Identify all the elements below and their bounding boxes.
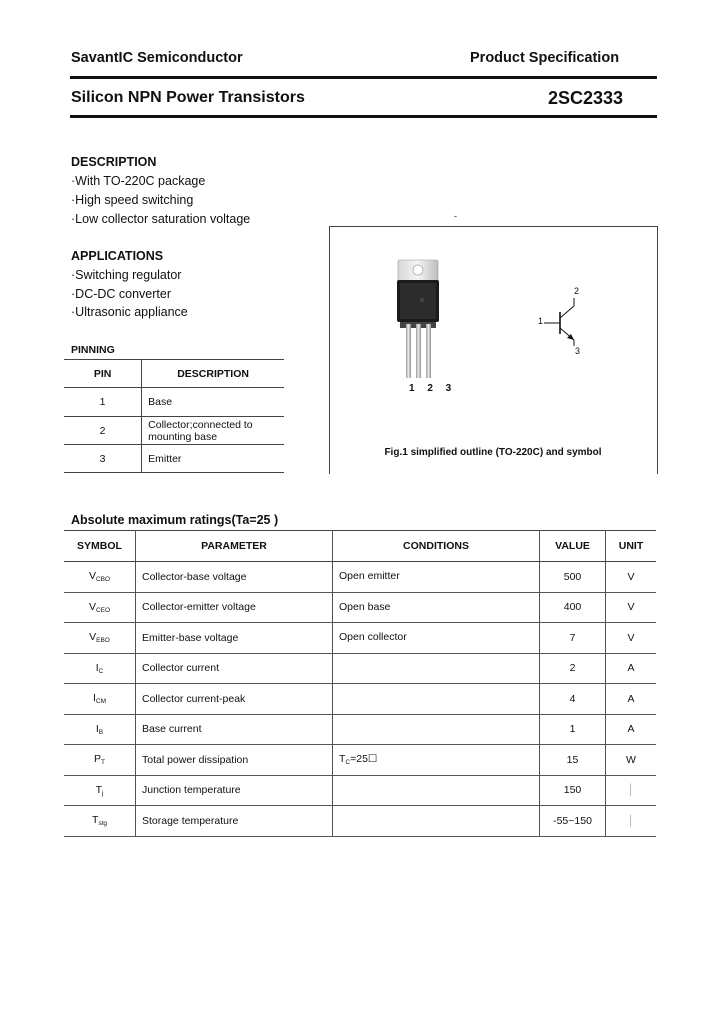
table-row — [64, 806, 656, 837]
rating-symbol-main: P — [94, 753, 102, 766]
rating-symbol-subscript: CEO — [95, 606, 111, 614]
rating-unit: V — [606, 562, 657, 593]
symbol-label-collector: 2 — [574, 286, 580, 296]
pinning-heading: PINNING — [71, 344, 115, 356]
rating-symbol-subscript: stg — [98, 820, 108, 828]
table-row — [64, 445, 284, 473]
package-pin-labels: 1 2 3 — [409, 383, 457, 394]
rating-unit: W — [606, 745, 657, 776]
rating-condition-text: Open collector — [339, 631, 407, 644]
rating-unit: A — [606, 714, 657, 745]
pin-description: Base — [142, 388, 284, 417]
table-row — [64, 623, 656, 654]
rating-unit: │ — [606, 806, 657, 837]
rating-condition-tail: =25☐ — [350, 753, 378, 766]
rating-symbol-subscript: CBO — [95, 576, 111, 584]
rating-condition-text: T — [339, 753, 346, 766]
header-rule-top — [70, 76, 657, 79]
to220-package-image — [390, 258, 450, 380]
rating-symbol-main: V — [89, 631, 97, 644]
rating-condition — [333, 592, 540, 623]
rating-symbol-main: T — [91, 814, 99, 827]
description-item: ·Low collector saturation voltage — [71, 212, 251, 226]
symbol-label-emitter: 3 — [575, 346, 581, 356]
spec-label: Product Specification — [470, 50, 620, 66]
applications-heading: APPLICATIONS — [71, 249, 164, 263]
pin-description: Collector;connected to mounting base — [142, 417, 284, 445]
rating-symbol-subscript: T — [101, 759, 105, 767]
rating-symbol-main: I — [95, 661, 99, 674]
table-row — [64, 653, 656, 684]
rating-parameter: Collector-emitter voltage — [136, 592, 333, 623]
table-row — [64, 684, 656, 715]
rating-condition — [333, 562, 540, 593]
product-title: Silicon NPN Power Transistors — [71, 89, 305, 106]
rating-unit: A — [606, 653, 657, 684]
unit-column-header: UNIT — [606, 531, 657, 562]
description-item: ·With TO-220C package — [71, 174, 206, 188]
application-item: ·Switching regulator — [71, 268, 182, 282]
rating-condition-subscript: C — [345, 759, 351, 767]
rating-parameter: Base current — [136, 714, 333, 745]
pin-description: Emitter — [142, 445, 284, 473]
rating-symbol — [64, 592, 136, 623]
figure-box — [329, 226, 658, 474]
rating-value: 2 — [540, 653, 606, 684]
ratings-table — [64, 530, 656, 837]
ratings-title: Absolute maximum ratings(Ta=25 ) — [71, 513, 279, 527]
company-name: SavantIC Semiconductor — [71, 50, 243, 66]
rating-value: 500 — [540, 562, 606, 593]
ratings-header-row — [64, 531, 656, 562]
rating-symbol-subscript: EBO — [96, 637, 110, 645]
pin-number: 3 — [64, 445, 142, 473]
rating-symbol — [64, 806, 136, 837]
rating-unit: │ — [606, 775, 657, 806]
rating-symbol — [64, 623, 136, 654]
header-rule-bottom — [70, 115, 657, 118]
conditions-column-header: CONDITIONS — [333, 531, 540, 562]
rating-value: 7 — [540, 623, 606, 654]
application-item: ·DC-DC converter — [71, 287, 172, 301]
rating-value: 400 — [540, 592, 606, 623]
rating-parameter: Emitter-base voltage — [136, 623, 333, 654]
rating-condition — [333, 775, 540, 806]
pinning-header-row — [64, 360, 284, 388]
rating-condition — [333, 714, 540, 745]
rating-symbol-main: V — [88, 570, 96, 583]
symbol-label-base: 1 — [538, 316, 544, 326]
rating-value: 15 — [540, 745, 606, 776]
rating-unit: V — [606, 592, 657, 623]
rating-unit: A — [606, 684, 657, 715]
parameter-column-header: PARAMETER — [136, 531, 333, 562]
rating-symbol-main: I — [95, 722, 99, 735]
rating-parameter: Collector-base voltage — [136, 562, 333, 593]
pin-number: 2 — [64, 417, 142, 445]
rating-symbol-subscript: j — [101, 789, 104, 797]
rating-unit: V — [606, 623, 657, 654]
table-row — [64, 388, 284, 417]
rating-parameter: Collector current — [136, 653, 333, 684]
rating-symbol — [64, 745, 136, 776]
table-row — [64, 562, 656, 593]
figure-caption: Fig.1 simplified outline (TO-220C) and symbol — [384, 447, 602, 458]
rating-symbol — [64, 562, 136, 593]
pinning-table — [64, 359, 284, 473]
pin-number: 1 — [64, 388, 142, 417]
rating-symbol-main: V — [88, 600, 96, 613]
rating-condition — [333, 653, 540, 684]
npn-transistor-symbol-icon — [536, 286, 596, 356]
description-item: ·High speed switching — [71, 193, 194, 207]
rating-condition — [333, 623, 540, 654]
pin-column-header: PIN — [64, 360, 142, 388]
table-row — [64, 775, 656, 806]
rating-symbol-main: T — [95, 783, 102, 796]
table-row — [64, 417, 284, 445]
rating-symbol-subscript: B — [98, 728, 104, 736]
rating-value: 1 — [540, 714, 606, 745]
rating-condition-text: Open emitter — [339, 570, 400, 583]
rating-symbol — [64, 714, 136, 745]
rating-symbol — [64, 775, 136, 806]
rating-symbol-main: I — [92, 692, 96, 705]
rating-parameter: Total power dissipation — [136, 745, 333, 776]
description-heading: DESCRIPTION — [71, 155, 157, 169]
rating-parameter: Storage temperature — [136, 806, 333, 837]
rating-condition-text: Open base — [339, 600, 391, 613]
table-row — [64, 714, 656, 745]
pin-description-column-header: DESCRIPTION — [142, 360, 284, 388]
rating-symbol-subscript: C — [98, 667, 104, 675]
stray-mark: - — [454, 211, 457, 221]
rating-parameter: Junction temperature — [136, 775, 333, 806]
rating-condition — [333, 684, 540, 715]
table-row — [64, 592, 656, 623]
application-item: ·Ultrasonic appliance — [71, 305, 188, 319]
rating-parameter: Collector current-peak — [136, 684, 333, 715]
rating-value: 4 — [540, 684, 606, 715]
rating-value: 150 — [540, 775, 606, 806]
rating-condition — [333, 806, 540, 837]
value-column-header: VALUE — [540, 531, 606, 562]
rating-symbol — [64, 653, 136, 684]
symbol-column-header: SYMBOL — [64, 531, 136, 562]
part-number: 2SC2333 — [548, 88, 624, 108]
rating-condition — [333, 745, 540, 776]
table-row — [64, 745, 656, 776]
rating-symbol — [64, 684, 136, 715]
rating-value: -55~150 — [540, 806, 606, 837]
rating-symbol-subscript: CM — [95, 698, 107, 706]
